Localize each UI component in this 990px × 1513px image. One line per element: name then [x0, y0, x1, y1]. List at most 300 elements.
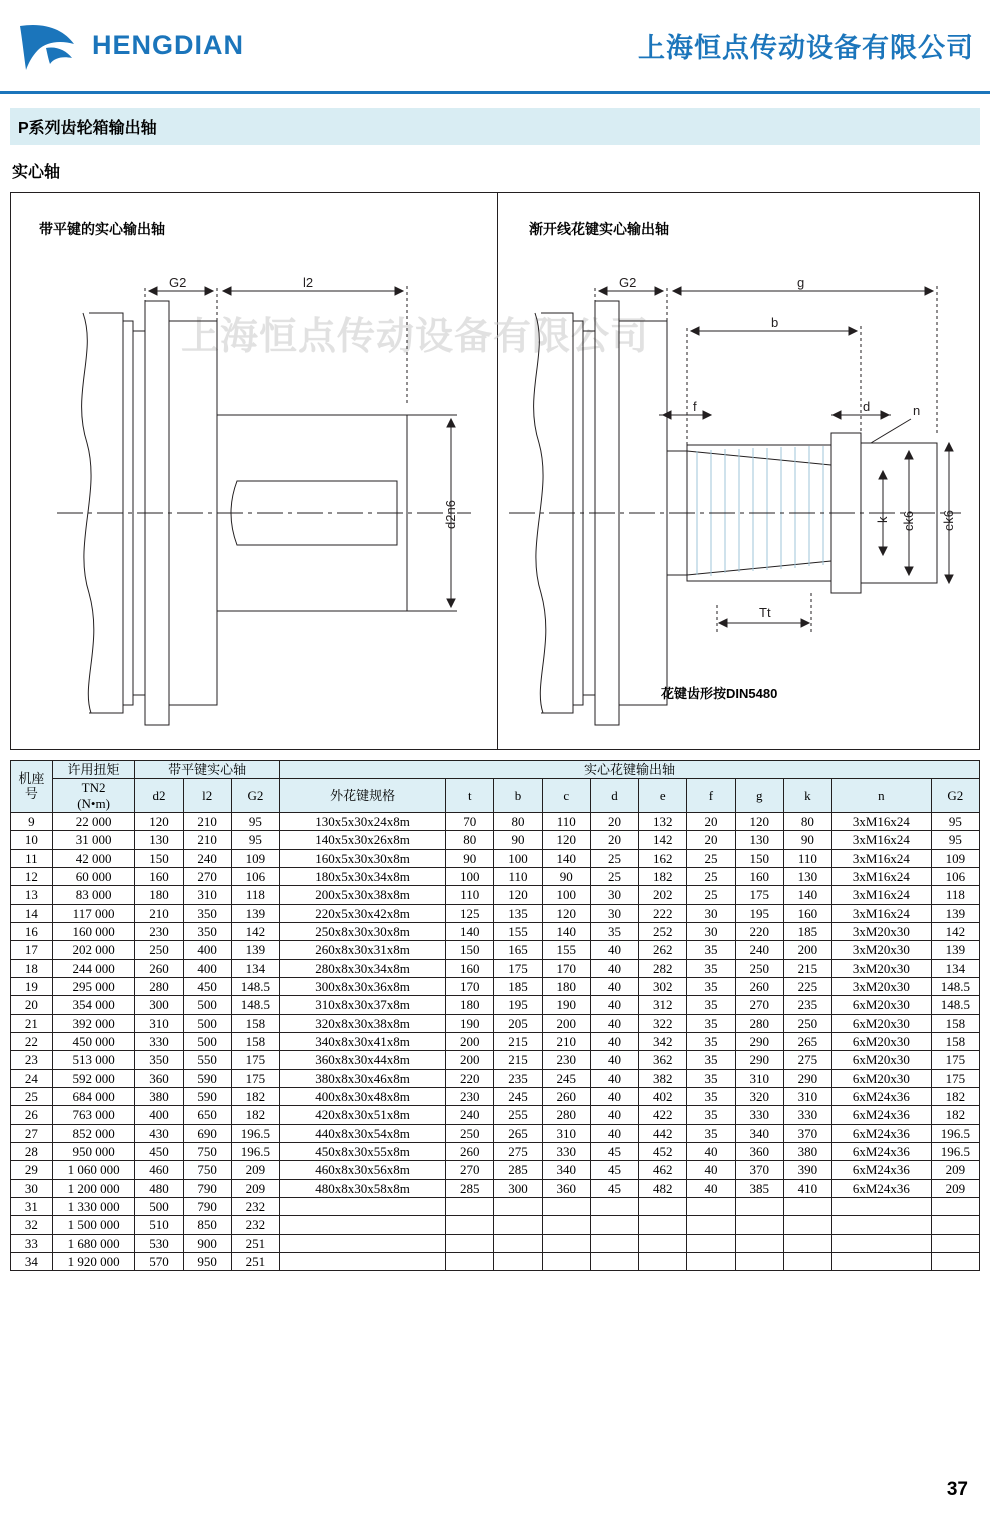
- cell-seat: 33: [11, 1234, 53, 1252]
- cell-b: 265: [494, 1124, 542, 1142]
- fan-logo-icon: [16, 20, 78, 72]
- cell-n: 6xM20x30: [832, 996, 932, 1014]
- cell-e: 282: [639, 959, 687, 977]
- cell-d: [590, 1234, 638, 1252]
- cell-d2: 510: [135, 1216, 183, 1234]
- cell-k: 110: [783, 849, 831, 867]
- section-title: P系列齿轮箱输出轴: [10, 108, 980, 145]
- cell-spec: 160x5x30x30x8m: [280, 849, 446, 867]
- cell-tn2: 202 000: [52, 941, 135, 959]
- cell-t: [446, 1216, 494, 1234]
- cell-l2: 790: [183, 1197, 231, 1215]
- cell-seat: 32: [11, 1216, 53, 1234]
- dim-label-f: f: [693, 399, 697, 414]
- dim-label-n: n: [913, 403, 921, 418]
- cell-d: 45: [590, 1142, 638, 1160]
- cell-f: [687, 1234, 735, 1252]
- table-row: [11, 1216, 980, 1234]
- cell-t: 285: [446, 1179, 494, 1197]
- cell-g: 160: [735, 867, 783, 885]
- cell-k: 410: [783, 1179, 831, 1197]
- cell-n: 6xM20x30: [832, 1032, 932, 1050]
- page-number: 37: [946, 1479, 968, 1500]
- cell-e: 202: [639, 886, 687, 904]
- cell-b: 90: [494, 831, 542, 849]
- cell-t: 230: [446, 1087, 494, 1105]
- cell-g2a: 106: [231, 867, 279, 885]
- table-row: [11, 922, 980, 940]
- cell-b: 205: [494, 1014, 542, 1032]
- cell-b: [494, 1197, 542, 1215]
- cell-seat: 26: [11, 1106, 53, 1124]
- cell-d: 40: [590, 1124, 638, 1142]
- cell-g2a: 118: [231, 886, 279, 904]
- dim-label-d: d: [863, 399, 871, 414]
- cell-c: 190: [542, 996, 590, 1014]
- table-header-row-2: [11, 779, 980, 813]
- cell-d2: 480: [135, 1179, 183, 1197]
- cell-g2a: 158: [231, 1032, 279, 1050]
- cell-d2: 300: [135, 996, 183, 1014]
- cell-seat: 14: [11, 904, 53, 922]
- cell-spec: [280, 1197, 446, 1215]
- cell-d2: 150: [135, 849, 183, 867]
- cell-d2: 430: [135, 1124, 183, 1142]
- cell-t: 190: [446, 1014, 494, 1032]
- cell-tn2: 117 000: [52, 904, 135, 922]
- cell-g: 270: [735, 996, 783, 1014]
- cell-e: 262: [639, 941, 687, 959]
- cell-d: 45: [590, 1179, 638, 1197]
- cell-d: 40: [590, 1087, 638, 1105]
- cell-g2a: 209: [231, 1161, 279, 1179]
- cell-d: 20: [590, 831, 638, 849]
- cell-g2a: 175: [231, 1051, 279, 1069]
- cell-c: [542, 1252, 590, 1270]
- cell-g: 130: [735, 831, 783, 849]
- cell-k: 330: [783, 1106, 831, 1124]
- cell-c: 330: [542, 1142, 590, 1160]
- cell-d2: 260: [135, 959, 183, 977]
- cell-l2: 750: [183, 1161, 231, 1179]
- th-torque-title: 许用扭矩: [52, 761, 135, 779]
- cell-spec: 250x8x30x30x8m: [280, 922, 446, 940]
- cell-g2a: 251: [231, 1234, 279, 1252]
- cell-spec: 320x8x30x38x8m: [280, 1014, 446, 1032]
- cell-g2b: 106: [931, 867, 979, 885]
- cell-c: [542, 1216, 590, 1234]
- sub-title: 实心轴: [12, 164, 61, 181]
- cell-g: 150: [735, 849, 783, 867]
- cell-g: 195: [735, 904, 783, 922]
- cell-f: [687, 1197, 735, 1215]
- cell-c: 120: [542, 831, 590, 849]
- cell-b: 120: [494, 886, 542, 904]
- cell-f: 35: [687, 1069, 735, 1087]
- cell-l2: 350: [183, 904, 231, 922]
- cell-l2: 450: [183, 977, 231, 995]
- cell-d: 25: [590, 849, 638, 867]
- cell-l2: 500: [183, 996, 231, 1014]
- cell-b: 110: [494, 867, 542, 885]
- cell-spec: 360x8x30x44x8m: [280, 1051, 446, 1069]
- cell-g2b: 139: [931, 941, 979, 959]
- cell-k: 265: [783, 1032, 831, 1050]
- cell-e: 442: [639, 1124, 687, 1142]
- cell-f: 40: [687, 1142, 735, 1160]
- cell-n: 3xM16x24: [832, 831, 932, 849]
- cell-seat: 20: [11, 996, 53, 1014]
- cell-f: 35: [687, 1014, 735, 1032]
- cell-d2: 130: [135, 831, 183, 849]
- cell-g2a: 251: [231, 1252, 279, 1270]
- cell-d: 40: [590, 1051, 638, 1069]
- table-row: [11, 867, 980, 885]
- cell-f: 30: [687, 904, 735, 922]
- cell-n: [832, 1234, 932, 1252]
- table-row: [11, 1197, 980, 1215]
- cell-g2a: 182: [231, 1106, 279, 1124]
- cell-n: [832, 1216, 932, 1234]
- cell-spec: 380x8x30x46x8m: [280, 1069, 446, 1087]
- cell-k: 290: [783, 1069, 831, 1087]
- cell-e: 182: [639, 867, 687, 885]
- cell-b: 235: [494, 1069, 542, 1087]
- cell-d: 40: [590, 1106, 638, 1124]
- cell-e: 302: [639, 977, 687, 995]
- table-row: [11, 977, 980, 995]
- cell-e: 382: [639, 1069, 687, 1087]
- cell-c: [542, 1197, 590, 1215]
- figure-panel: [10, 192, 980, 750]
- cell-g2b: 95: [931, 831, 979, 849]
- cell-tn2: 852 000: [52, 1124, 135, 1142]
- cell-t: 100: [446, 867, 494, 885]
- cell-spec: 280x8x30x34x8m: [280, 959, 446, 977]
- cell-g: 330: [735, 1106, 783, 1124]
- cell-g2a: 209: [231, 1179, 279, 1197]
- cell-n: [832, 1197, 932, 1215]
- cell-spec: 480x8x30x58x8m: [280, 1179, 446, 1197]
- cell-n: 3xM16x24: [832, 867, 932, 885]
- cell-d2: 280: [135, 977, 183, 995]
- cell-e: 462: [639, 1161, 687, 1179]
- cell-g2a: 134: [231, 959, 279, 977]
- cell-g2b: [931, 1197, 979, 1215]
- cell-k: 380: [783, 1142, 831, 1160]
- cell-n: 6xM24x36: [832, 1161, 932, 1179]
- cell-seat: 23: [11, 1051, 53, 1069]
- cell-n: 6xM24x36: [832, 1087, 932, 1105]
- cell-d2: 120: [135, 812, 183, 830]
- cell-spec: 180x5x30x34x8m: [280, 867, 446, 885]
- cell-t: 90: [446, 849, 494, 867]
- cell-l2: 500: [183, 1014, 231, 1032]
- cell-b: 215: [494, 1051, 542, 1069]
- cell-f: 35: [687, 977, 735, 995]
- cell-c: [542, 1234, 590, 1252]
- cell-b: 100: [494, 849, 542, 867]
- cell-d: 30: [590, 886, 638, 904]
- cell-tn2: 592 000: [52, 1069, 135, 1087]
- cell-g2a: 95: [231, 812, 279, 830]
- cell-g2a: 148.5: [231, 977, 279, 995]
- cell-d: 35: [590, 922, 638, 940]
- cell-l2: 400: [183, 941, 231, 959]
- cell-e: [639, 1234, 687, 1252]
- cell-seat: 31: [11, 1197, 53, 1215]
- cell-c: 340: [542, 1161, 590, 1179]
- cell-t: 240: [446, 1106, 494, 1124]
- cell-b: 135: [494, 904, 542, 922]
- cell-tn2: 60 000: [52, 867, 135, 885]
- cell-tn2: 1 680 000: [52, 1234, 135, 1252]
- cell-e: 132: [639, 812, 687, 830]
- table-row: [11, 1179, 980, 1197]
- cell-g: 220: [735, 922, 783, 940]
- cell-n: 6xM24x36: [832, 1124, 932, 1142]
- cell-g: [735, 1216, 783, 1234]
- cell-d2: 250: [135, 941, 183, 959]
- cell-c: 210: [542, 1032, 590, 1050]
- th-spline-spec: 外花键规格: [280, 779, 446, 813]
- th-group-spline: 实心花键输出轴: [280, 761, 980, 779]
- cell-n: 3xM20x30: [832, 959, 932, 977]
- cell-g2a: 139: [231, 904, 279, 922]
- table-header-row-1: [11, 761, 980, 779]
- cell-b: 185: [494, 977, 542, 995]
- cell-e: 252: [639, 922, 687, 940]
- cell-d2: 530: [135, 1234, 183, 1252]
- cell-b: [494, 1252, 542, 1270]
- cell-c: 140: [542, 922, 590, 940]
- cell-t: 170: [446, 977, 494, 995]
- cell-n: 3xM16x24: [832, 904, 932, 922]
- cell-b: 300: [494, 1179, 542, 1197]
- cell-d2: 500: [135, 1197, 183, 1215]
- cell-tn2: 392 000: [52, 1014, 135, 1032]
- cell-k: 80: [783, 812, 831, 830]
- cell-c: 200: [542, 1014, 590, 1032]
- cell-t: 270: [446, 1161, 494, 1179]
- th-b: b: [494, 779, 542, 813]
- table-row: [11, 1087, 980, 1105]
- cell-g: 120: [735, 812, 783, 830]
- cell-l2: 210: [183, 812, 231, 830]
- cell-d: 40: [590, 1032, 638, 1050]
- th-seat: 机座号: [11, 761, 53, 813]
- cell-seat: 30: [11, 1179, 53, 1197]
- cell-l2: 590: [183, 1087, 231, 1105]
- cell-d: 30: [590, 904, 638, 922]
- cell-g: [735, 1197, 783, 1215]
- table-row: [11, 1124, 980, 1142]
- cell-k: 140: [783, 886, 831, 904]
- th-n: n: [832, 779, 932, 813]
- table-row: [11, 1142, 980, 1160]
- cell-n: 3xM16x24: [832, 812, 932, 830]
- table-row: [11, 904, 980, 922]
- cell-d: 40: [590, 996, 638, 1014]
- table-row: [11, 1252, 980, 1270]
- cell-g2b: 175: [931, 1069, 979, 1087]
- cell-d2: 160: [135, 867, 183, 885]
- cell-f: 35: [687, 959, 735, 977]
- cell-seat: 27: [11, 1124, 53, 1142]
- cell-k: 200: [783, 941, 831, 959]
- cell-g: 320: [735, 1087, 783, 1105]
- cell-c: 155: [542, 941, 590, 959]
- cell-seat: 11: [11, 849, 53, 867]
- cell-n: 6xM20x30: [832, 1051, 932, 1069]
- cell-l2: 750: [183, 1142, 231, 1160]
- cell-g2b: 139: [931, 904, 979, 922]
- cell-spec: 400x8x30x48x8m: [280, 1087, 446, 1105]
- cell-k: 390: [783, 1161, 831, 1179]
- cell-c: 170: [542, 959, 590, 977]
- cell-g: 385: [735, 1179, 783, 1197]
- cell-f: 25: [687, 867, 735, 885]
- cell-g: 280: [735, 1014, 783, 1032]
- th-f: f: [687, 779, 735, 813]
- brand-text: HENGDIAN: [92, 30, 245, 60]
- cell-n: 6xM24x36: [832, 1142, 932, 1160]
- cell-d: [590, 1197, 638, 1215]
- dim-label-ck6: ck6: [901, 510, 916, 531]
- cell-l2: 310: [183, 886, 231, 904]
- cell-e: [639, 1216, 687, 1234]
- cell-g2a: 196.5: [231, 1142, 279, 1160]
- cell-d2: 360: [135, 1069, 183, 1087]
- cell-seat: 21: [11, 1014, 53, 1032]
- cell-seat: 13: [11, 886, 53, 904]
- cell-c: 90: [542, 867, 590, 885]
- cell-spec: 310x8x30x37x8m: [280, 996, 446, 1014]
- cell-t: 160: [446, 959, 494, 977]
- cell-g2b: 134: [931, 959, 979, 977]
- cell-f: 35: [687, 1032, 735, 1050]
- cell-n: 6xM24x36: [832, 1106, 932, 1124]
- cell-tn2: 83 000: [52, 886, 135, 904]
- cell-l2: 850: [183, 1216, 231, 1234]
- th-e: e: [639, 779, 687, 813]
- cell-t: 250: [446, 1124, 494, 1142]
- cell-spec: [280, 1252, 446, 1270]
- cell-b: [494, 1234, 542, 1252]
- th-tn2-unit: (N•m): [77, 795, 110, 811]
- cell-g2b: 175: [931, 1051, 979, 1069]
- cell-c: 245: [542, 1069, 590, 1087]
- cell-g2b: 158: [931, 1032, 979, 1050]
- table-row: [11, 1069, 980, 1087]
- cell-e: [639, 1197, 687, 1215]
- cell-spec: 130x5x30x24x8m: [280, 812, 446, 830]
- cell-tn2: 950 000: [52, 1142, 135, 1160]
- page-header: [0, 0, 990, 94]
- cell-k: 160: [783, 904, 831, 922]
- cell-l2: 350: [183, 922, 231, 940]
- cell-spec: [280, 1234, 446, 1252]
- cell-f: 40: [687, 1161, 735, 1179]
- cell-n: 3xM16x24: [832, 849, 932, 867]
- cell-g2b: 142: [931, 922, 979, 940]
- cell-l2: 210: [183, 831, 231, 849]
- cell-g2b: 209: [931, 1161, 979, 1179]
- cell-d: 40: [590, 1069, 638, 1087]
- dim-label-ek6: ek6: [941, 510, 956, 531]
- cell-e: 342: [639, 1032, 687, 1050]
- cell-f: [687, 1252, 735, 1270]
- cell-g2a: 139: [231, 941, 279, 959]
- th-torque-units: [52, 779, 135, 813]
- cell-f: 35: [687, 1051, 735, 1069]
- cell-b: 165: [494, 941, 542, 959]
- cell-d2: 180: [135, 886, 183, 904]
- cell-d: 40: [590, 941, 638, 959]
- cell-c: 120: [542, 904, 590, 922]
- cell-t: 110: [446, 886, 494, 904]
- cell-k: 235: [783, 996, 831, 1014]
- cell-f: 25: [687, 886, 735, 904]
- cell-d2: 310: [135, 1014, 183, 1032]
- dim-label-g2-right: G2: [619, 275, 637, 290]
- cell-seat: 22: [11, 1032, 53, 1050]
- cell-k: 275: [783, 1051, 831, 1069]
- cell-k: 310: [783, 1087, 831, 1105]
- cell-g2a: 95: [231, 831, 279, 849]
- cell-c: 100: [542, 886, 590, 904]
- cell-seat: 17: [11, 941, 53, 959]
- cell-f: 25: [687, 849, 735, 867]
- cell-tn2: 1 500 000: [52, 1216, 135, 1234]
- th-tn2: TN2: [81, 780, 106, 796]
- cell-tn2: 244 000: [52, 959, 135, 977]
- cell-k: 130: [783, 867, 831, 885]
- cell-e: 482: [639, 1179, 687, 1197]
- th-d: d: [590, 779, 638, 813]
- cell-g2a: 109: [231, 849, 279, 867]
- cell-tn2: 1 330 000: [52, 1197, 135, 1215]
- cell-g2a: 142: [231, 922, 279, 940]
- th-k: k: [783, 779, 831, 813]
- th-g: g: [735, 779, 783, 813]
- cell-spec: 260x8x30x31x8m: [280, 941, 446, 959]
- cell-t: 150: [446, 941, 494, 959]
- cell-e: 312: [639, 996, 687, 1014]
- cell-tn2: 354 000: [52, 996, 135, 1014]
- cell-tn2: 31 000: [52, 831, 135, 849]
- cell-c: 110: [542, 812, 590, 830]
- cell-t: 260: [446, 1142, 494, 1160]
- cell-d: 25: [590, 867, 638, 885]
- cell-g2a: 196.5: [231, 1124, 279, 1142]
- company-name: 上海恒点传动设备有限公司: [638, 33, 974, 63]
- cell-g: 260: [735, 977, 783, 995]
- cell-spec: 140x5x30x26x8m: [280, 831, 446, 849]
- cell-g: 310: [735, 1069, 783, 1087]
- cell-n: 6xM20x30: [832, 1014, 932, 1032]
- cell-n: 3xM20x30: [832, 941, 932, 959]
- cell-d: 45: [590, 1161, 638, 1179]
- cell-f: 20: [687, 831, 735, 849]
- cell-tn2: 1 200 000: [52, 1179, 135, 1197]
- cell-spec: 200x5x30x38x8m: [280, 886, 446, 904]
- table-row: [11, 1161, 980, 1179]
- cell-b: 245: [494, 1087, 542, 1105]
- cell-d2: 210: [135, 904, 183, 922]
- cell-g: 240: [735, 941, 783, 959]
- cell-tn2: 763 000: [52, 1106, 135, 1124]
